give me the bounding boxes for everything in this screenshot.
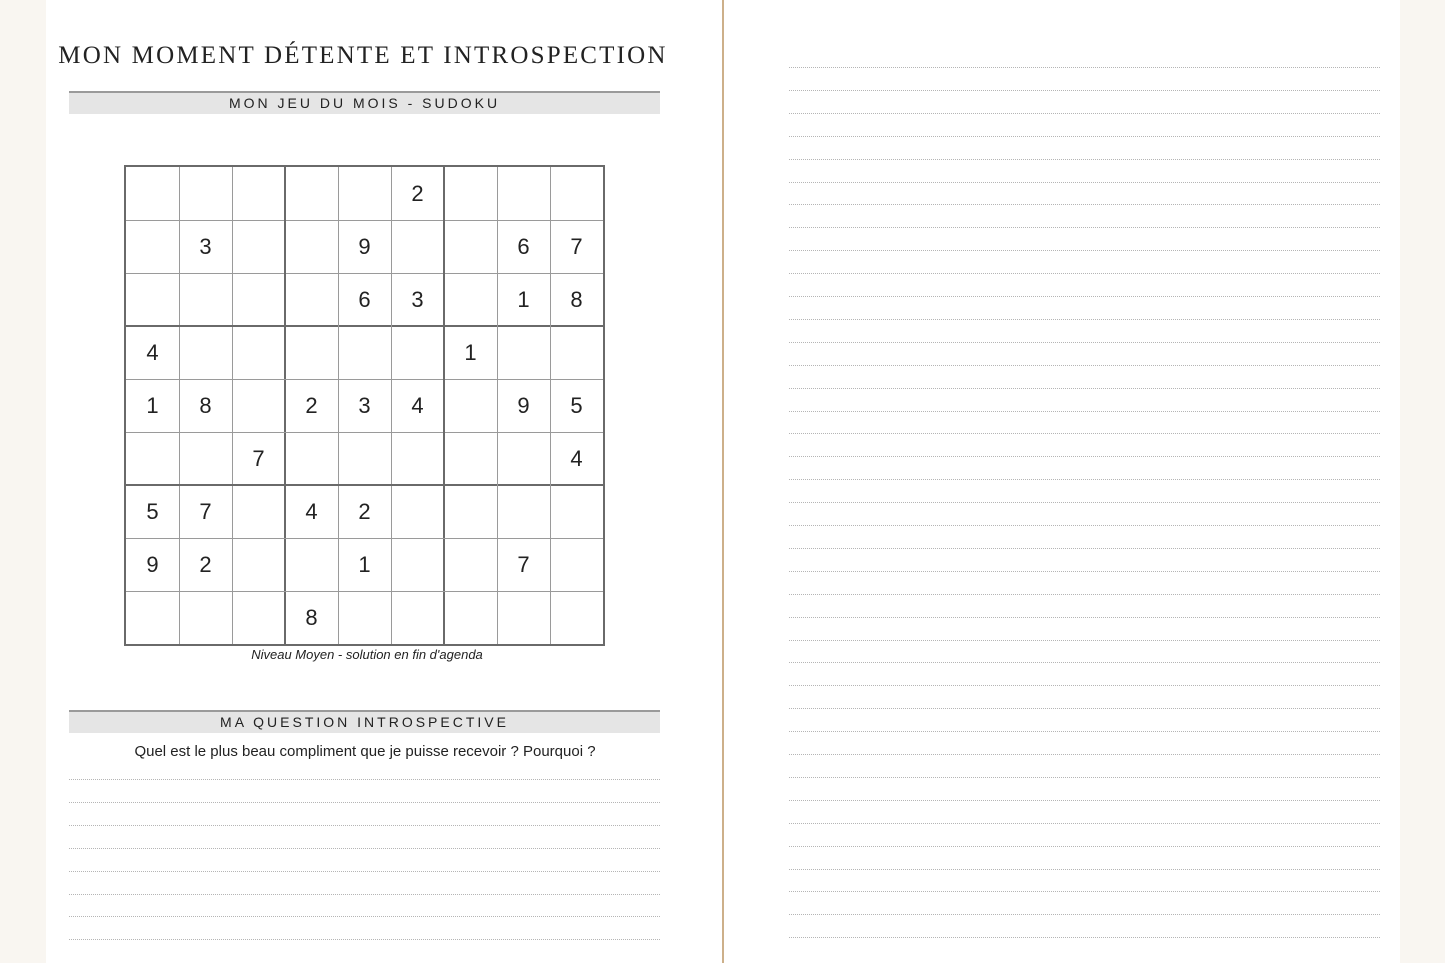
sudoku-cell bbox=[550, 591, 603, 644]
writing-line bbox=[789, 800, 1380, 801]
writing-line bbox=[789, 914, 1380, 915]
sudoku-cell bbox=[232, 485, 285, 538]
page-title: MON MOMENT DÉTENTE ET INTROSPECTION bbox=[58, 42, 668, 69]
sudoku-cell bbox=[444, 432, 497, 485]
sudoku-cell bbox=[391, 485, 444, 538]
sudoku-cell bbox=[232, 167, 285, 220]
sudoku-cell bbox=[285, 167, 338, 220]
sudoku-cell bbox=[179, 273, 232, 326]
sudoku-cell bbox=[391, 220, 444, 273]
sudoku-cell: 4 bbox=[570, 445, 583, 471]
answer-line bbox=[69, 802, 660, 803]
sudoku-cell: 7 bbox=[570, 233, 583, 259]
sudoku-cell bbox=[550, 326, 603, 379]
writing-line bbox=[789, 136, 1380, 137]
sudoku-cell: 4 bbox=[305, 498, 318, 524]
sudoku-cell bbox=[179, 326, 232, 379]
sudoku-horizontal-line bbox=[126, 484, 603, 486]
answer-line bbox=[69, 871, 660, 872]
writing-line bbox=[789, 159, 1380, 160]
sudoku-horizontal-line bbox=[126, 432, 603, 433]
sudoku-cell bbox=[232, 379, 285, 432]
writing-line bbox=[789, 777, 1380, 778]
sudoku-vertical-line bbox=[232, 167, 233, 644]
sudoku-cell: 2 bbox=[305, 392, 318, 418]
sudoku-horizontal-line bbox=[126, 379, 603, 380]
sudoku-horizontal-line bbox=[126, 220, 603, 221]
sudoku-cell bbox=[179, 167, 232, 220]
writing-line bbox=[789, 204, 1380, 205]
sudoku-cell bbox=[550, 538, 603, 591]
sudoku-cell bbox=[497, 591, 550, 644]
writing-line bbox=[789, 502, 1380, 503]
writing-line bbox=[789, 548, 1380, 549]
sudoku-cell: 1 bbox=[517, 286, 530, 312]
sudoku-cell bbox=[550, 167, 603, 220]
sudoku-cell bbox=[497, 485, 550, 538]
sudoku-cell bbox=[497, 326, 550, 379]
sudoku-vertical-line bbox=[284, 167, 286, 644]
sudoku-cell: 4 bbox=[146, 339, 159, 365]
writing-line bbox=[789, 90, 1380, 91]
sudoku-cell bbox=[391, 591, 444, 644]
sudoku-cell bbox=[179, 432, 232, 485]
sudoku-cell bbox=[444, 538, 497, 591]
sudoku-cell bbox=[338, 432, 391, 485]
sudoku-section-header: MON JEU DU MOIS - SUDOKU bbox=[69, 91, 660, 114]
writing-line bbox=[789, 594, 1380, 595]
sudoku-cell bbox=[285, 538, 338, 591]
sudoku-cell: 4 bbox=[411, 392, 424, 418]
sudoku-cell bbox=[126, 220, 179, 273]
right-page bbox=[724, 0, 1400, 963]
writing-line bbox=[789, 708, 1380, 709]
sudoku-cell bbox=[391, 538, 444, 591]
writing-line bbox=[789, 685, 1380, 686]
sudoku-cell bbox=[338, 591, 391, 644]
sudoku-cell: 9 bbox=[517, 392, 530, 418]
sudoku-cell bbox=[232, 591, 285, 644]
writing-line bbox=[789, 823, 1380, 824]
sudoku-cell: 3 bbox=[411, 286, 424, 312]
sudoku-cell bbox=[444, 591, 497, 644]
answer-line bbox=[69, 894, 660, 895]
sudoku-cell: 5 bbox=[570, 392, 583, 418]
sudoku-cell bbox=[232, 538, 285, 591]
sudoku-cell: 5 bbox=[146, 498, 159, 524]
sudoku-cell bbox=[497, 167, 550, 220]
sudoku-vertical-line bbox=[443, 167, 445, 644]
writing-line bbox=[789, 571, 1380, 572]
writing-line bbox=[789, 342, 1380, 343]
sudoku-cell bbox=[179, 591, 232, 644]
sudoku-grid bbox=[124, 165, 605, 646]
left-page bbox=[46, 0, 722, 963]
writing-line bbox=[789, 296, 1380, 297]
sudoku-cell: 7 bbox=[517, 551, 530, 577]
sudoku-cell: 7 bbox=[199, 498, 212, 524]
writing-line bbox=[789, 273, 1380, 274]
sudoku-cell bbox=[126, 273, 179, 326]
sudoku-horizontal-line bbox=[126, 325, 603, 327]
sudoku-cell bbox=[232, 220, 285, 273]
sudoku-cell: 6 bbox=[358, 286, 371, 312]
sudoku-cell bbox=[126, 167, 179, 220]
sudoku-cell bbox=[444, 167, 497, 220]
writing-line bbox=[789, 67, 1380, 68]
sudoku-cell bbox=[126, 432, 179, 485]
sudoku-cell bbox=[232, 326, 285, 379]
writing-line bbox=[789, 869, 1380, 870]
sudoku-cell: 1 bbox=[146, 392, 159, 418]
sudoku-cell: 8 bbox=[570, 286, 583, 312]
sudoku-horizontal-line bbox=[126, 538, 603, 539]
sudoku-vertical-line bbox=[338, 167, 339, 644]
writing-line bbox=[789, 433, 1380, 434]
sudoku-cell: 3 bbox=[358, 392, 371, 418]
writing-line bbox=[789, 365, 1380, 366]
sudoku-cell: 2 bbox=[411, 180, 424, 206]
sudoku-vertical-line bbox=[391, 167, 392, 644]
sudoku-cell bbox=[285, 432, 338, 485]
answer-line bbox=[69, 825, 660, 826]
writing-line bbox=[789, 388, 1380, 389]
answer-line bbox=[69, 779, 660, 780]
writing-line bbox=[789, 937, 1380, 938]
writing-line bbox=[789, 479, 1380, 480]
sudoku-horizontal-line bbox=[126, 591, 603, 592]
sudoku-cell bbox=[444, 485, 497, 538]
answer-line bbox=[69, 916, 660, 917]
writing-line bbox=[789, 731, 1380, 732]
sudoku-vertical-line bbox=[179, 167, 180, 644]
writing-line bbox=[789, 640, 1380, 641]
writing-line bbox=[789, 662, 1380, 663]
sudoku-cell bbox=[126, 591, 179, 644]
sudoku-cell bbox=[338, 167, 391, 220]
writing-line bbox=[789, 754, 1380, 755]
sudoku-vertical-line bbox=[550, 167, 551, 644]
sudoku-cell bbox=[444, 379, 497, 432]
writing-line bbox=[789, 846, 1380, 847]
writing-line bbox=[789, 456, 1380, 457]
answer-line bbox=[69, 939, 660, 940]
writing-line bbox=[789, 227, 1380, 228]
sudoku-cell bbox=[550, 485, 603, 538]
sudoku-cell: 3 bbox=[199, 233, 212, 259]
sudoku-vertical-line bbox=[497, 167, 498, 644]
sudoku-cell: 8 bbox=[305, 604, 318, 630]
writing-line bbox=[789, 891, 1380, 892]
sudoku-caption: Niveau Moyen - solution en fin d'agenda bbox=[251, 647, 483, 662]
sudoku-cell: 6 bbox=[517, 233, 530, 259]
sudoku-cell: 9 bbox=[358, 233, 371, 259]
sudoku-cell: 1 bbox=[464, 339, 477, 365]
sudoku-cell: 9 bbox=[146, 551, 159, 577]
sudoku-cell: 2 bbox=[358, 498, 371, 524]
sudoku-cell: 1 bbox=[358, 551, 371, 577]
writing-line bbox=[789, 525, 1380, 526]
sudoku-cell bbox=[285, 326, 338, 379]
sudoku-cell: 8 bbox=[199, 392, 212, 418]
writing-line bbox=[789, 113, 1380, 114]
sudoku-cell: 7 bbox=[252, 445, 265, 471]
sudoku-cell bbox=[285, 273, 338, 326]
sudoku-cell bbox=[338, 326, 391, 379]
question-section-header: MA QUESTION INTROSPECTIVE bbox=[69, 710, 660, 733]
writing-line bbox=[789, 411, 1380, 412]
writing-line bbox=[789, 319, 1380, 320]
writing-line bbox=[789, 182, 1380, 183]
sudoku-cell bbox=[285, 220, 338, 273]
sudoku-cell bbox=[444, 220, 497, 273]
sudoku-cell bbox=[391, 432, 444, 485]
answer-line bbox=[69, 848, 660, 849]
sudoku-cell bbox=[444, 273, 497, 326]
sudoku-cell bbox=[391, 326, 444, 379]
sudoku-cell bbox=[497, 432, 550, 485]
sudoku-cell: 2 bbox=[199, 551, 212, 577]
writing-line bbox=[789, 617, 1380, 618]
sudoku-horizontal-line bbox=[126, 273, 603, 274]
writing-line bbox=[789, 250, 1380, 251]
sudoku-cell bbox=[232, 273, 285, 326]
introspective-question: Quel est le plus beau compliment que je puisse recevoir ? Pourquoi ? bbox=[134, 743, 596, 760]
